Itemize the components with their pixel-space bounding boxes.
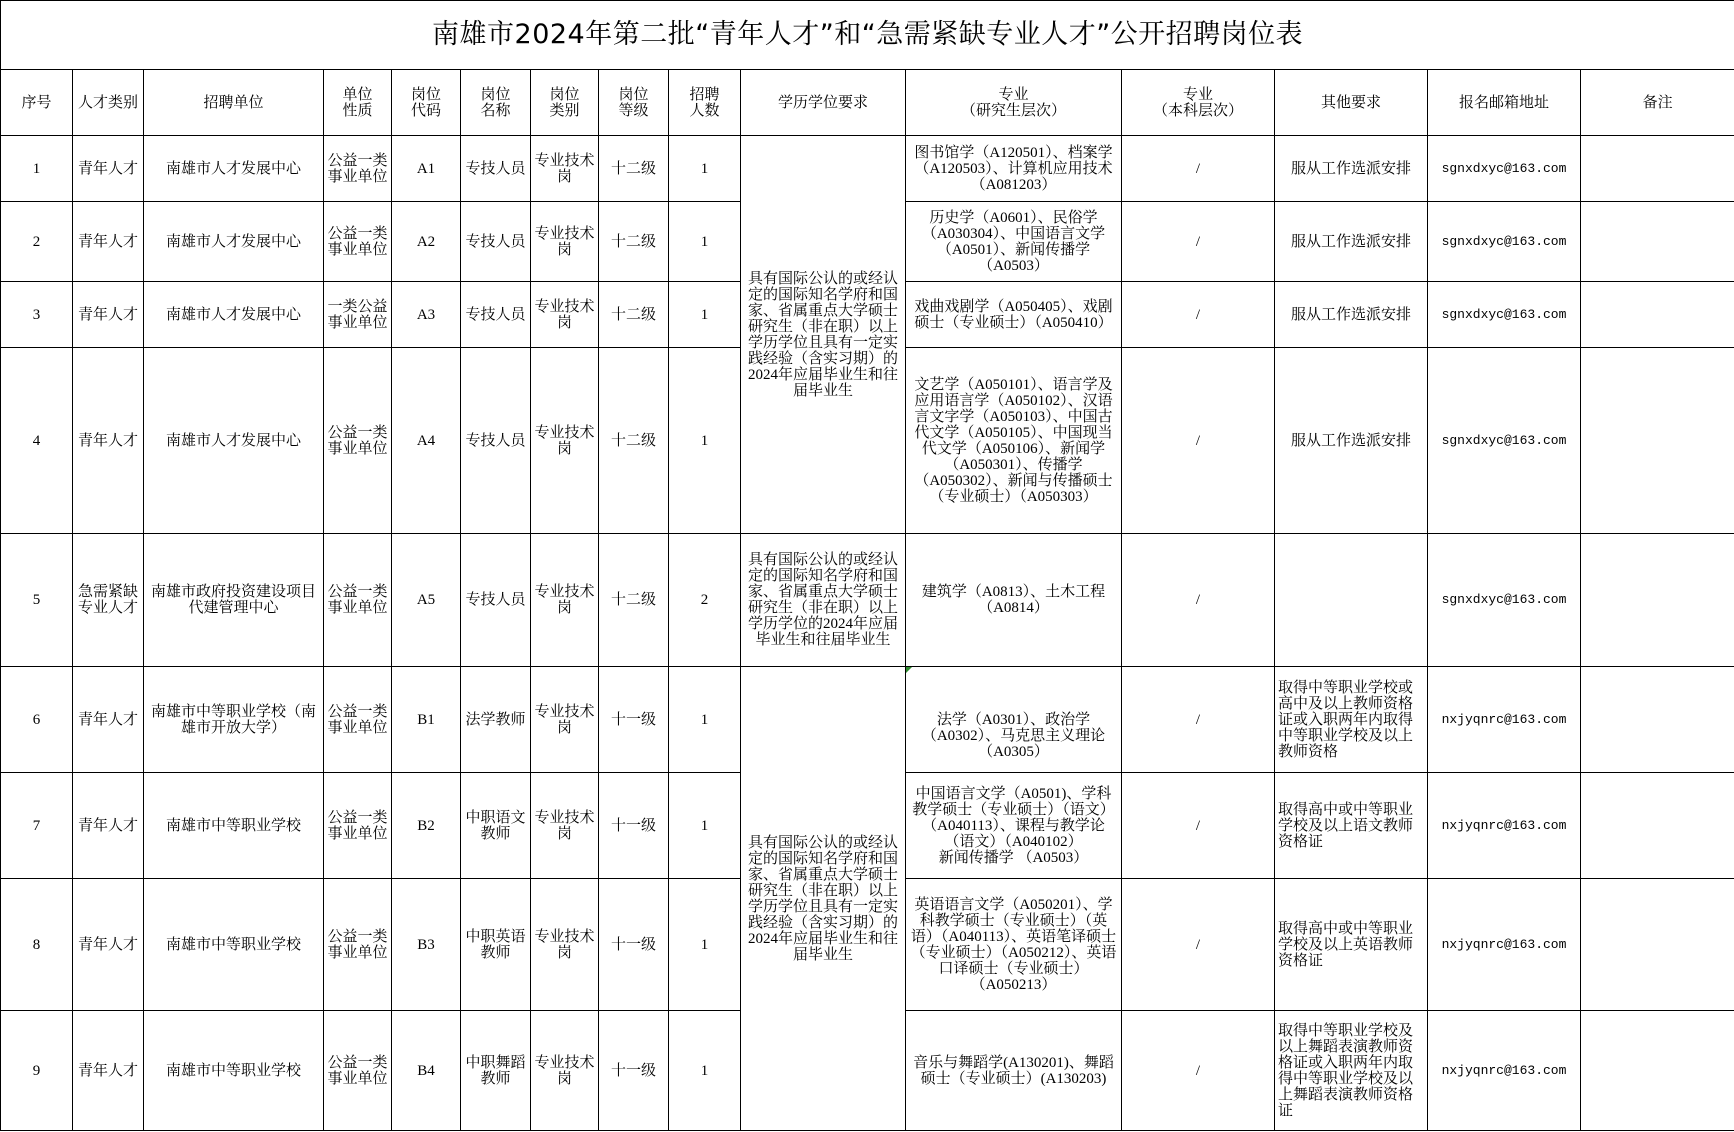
major-graduate: 中国语言文学（A0501)、学科教学硕士（专业硕士）（语文）（A040113）、课程与教学论（语文）（A040102） 新闻传播学 （A0503） bbox=[906, 773, 1122, 879]
post-name: 专技人员 bbox=[461, 282, 531, 348]
header-major-graduate: 专业 （研究生层次） bbox=[906, 70, 1122, 136]
major-graduate: 音乐与舞蹈学(A130201)、舞蹈硕士（专业硕士）(A130203) bbox=[906, 1011, 1122, 1131]
table-row bbox=[1, 534, 1734, 667]
row-number: 1 bbox=[1, 136, 73, 202]
post-level: 十二级 bbox=[599, 136, 669, 202]
hiring-count: 1 bbox=[669, 348, 741, 534]
post-name: 专技人员 bbox=[461, 348, 531, 534]
other-requirements: 服从工作选派安排 bbox=[1275, 202, 1428, 282]
post-level: 十一级 bbox=[599, 879, 669, 1011]
header-major-undergraduate: 专业 （本科层次） bbox=[1122, 70, 1275, 136]
other-requirements: 取得中等职业学校及以上舞蹈表演教师资格证或入职两年内取得中等职业学校及以上舞蹈表演教师资格证 bbox=[1275, 1011, 1428, 1131]
unit-type: 公益一类事业单位 bbox=[324, 667, 392, 773]
post-code: A2 bbox=[392, 202, 461, 282]
major-undergraduate: / bbox=[1122, 282, 1275, 348]
header-other-requirements: 其他要求 bbox=[1275, 70, 1428, 136]
hiring-count: 1 bbox=[669, 879, 741, 1011]
hiring-count: 1 bbox=[669, 136, 741, 202]
post-code: A3 bbox=[392, 282, 461, 348]
hiring-unit: 南雄市人才发展中心 bbox=[144, 202, 324, 282]
other-requirements bbox=[1275, 534, 1428, 667]
other-requirements: 取得高中或中等职业学校及以上英语教师资格证 bbox=[1275, 879, 1428, 1011]
hiring-count: 2 bbox=[669, 534, 741, 667]
application-email: sgnxdxyc@163.com bbox=[1428, 202, 1581, 282]
post-code: A4 bbox=[392, 348, 461, 534]
application-email: sgnxdxyc@163.com bbox=[1428, 136, 1581, 202]
row-number: 3 bbox=[1, 282, 73, 348]
post-code: A1 bbox=[392, 136, 461, 202]
post-level: 十二级 bbox=[599, 282, 669, 348]
remark-cell bbox=[1581, 282, 1734, 348]
post-level: 十一级 bbox=[599, 773, 669, 879]
hiring-count: 1 bbox=[669, 1011, 741, 1131]
header-unit-type: 单位 性质 bbox=[324, 70, 392, 136]
header-post-code: 岗位 代码 bbox=[392, 70, 461, 136]
post-level: 十二级 bbox=[599, 202, 669, 282]
unit-type: 公益一类事业单位 bbox=[324, 879, 392, 1011]
post-type: 专业技术岗 bbox=[531, 136, 599, 202]
post-code: B2 bbox=[392, 773, 461, 879]
education-requirement: 具有国际公认的或经认定的国际知名学府和国家、省属重点大学硕士研究生（非在职）以上学历学位且具有一定实践经验（含实习期）的2024年应届毕业生和往届毕业生 bbox=[741, 136, 906, 534]
other-requirements: 取得高中或中等职业学校及以上语文教师资格证 bbox=[1275, 773, 1428, 879]
major-undergraduate: / bbox=[1122, 773, 1275, 879]
major-graduate: 图书馆学（A120501）、档案学（A120503）、计算机应用技术（A081203） bbox=[906, 136, 1122, 202]
major-undergraduate: / bbox=[1122, 136, 1275, 202]
major-graduate: 历史学（A0601）、民俗学（A030304）、中国语言文学（A0501）、新闻传播学（A0503） bbox=[906, 202, 1122, 282]
unit-type: 公益一类事业单位 bbox=[324, 534, 392, 667]
hiring-unit: 南雄市人才发展中心 bbox=[144, 136, 324, 202]
post-name: 中职舞蹈教师 bbox=[461, 1011, 531, 1131]
talent-category: 青年人才 bbox=[73, 773, 144, 879]
table-row bbox=[1, 136, 1734, 202]
header-education: 学历学位要求 bbox=[741, 70, 906, 136]
post-level: 十一级 bbox=[599, 1011, 669, 1131]
talent-category: 青年人才 bbox=[73, 136, 144, 202]
major-graduate: 戏曲戏剧学（A050405）、戏剧硕士（专业硕士）（A050410） bbox=[906, 282, 1122, 348]
row-number: 6 bbox=[1, 667, 73, 773]
green-triangle-icon bbox=[906, 667, 912, 673]
header-row bbox=[1, 70, 1734, 136]
post-type: 专业技术岗 bbox=[531, 348, 599, 534]
post-type: 专业技术岗 bbox=[531, 1011, 599, 1131]
hiring-unit: 南雄市中等职业学校 bbox=[144, 879, 324, 1011]
post-name: 中职语文教师 bbox=[461, 773, 531, 879]
major-graduate: 文艺学（A050101）、语言学及应用语言学（A050102）、汉语言文字学（A050103）、中国古代文学（A050105）、中国现当代文学（A050106）、新闻学（A050301）、传播学（A050302）、新闻与传播硕士（专业硕士）（A050303） bbox=[906, 348, 1122, 534]
major-graduate: 英语语言文学（A050201）、学科教学硕士（专业硕士）（英语）（A040113）、英语笔译硕士（专业硕士）（A050212）、英语口译硕士（专业硕士）（A050213） bbox=[906, 879, 1122, 1011]
major-undergraduate: / bbox=[1122, 667, 1275, 773]
application-email: nxjyqnrc@163.com bbox=[1428, 1011, 1581, 1131]
header-post-level: 岗位 等级 bbox=[599, 70, 669, 136]
unit-type: 公益一类事业单位 bbox=[324, 348, 392, 534]
hiring-count: 1 bbox=[669, 773, 741, 879]
major-graduate: 法学（A0301）、政治学（A0302）、马克思主义理论（A0305） bbox=[921, 711, 1106, 760]
remark-cell bbox=[1581, 879, 1734, 1011]
other-requirements: 取得中等职业学校或高中及以上教师资格证或入职两年内取得中等职业学校及以上教师资格 bbox=[1275, 667, 1428, 773]
hiring-unit: 南雄市中等职业学校 bbox=[144, 773, 324, 879]
post-name: 法学教师 bbox=[461, 667, 531, 773]
header-category: 人才类别 bbox=[73, 70, 144, 136]
application-email: sgnxdxyc@163.com bbox=[1428, 534, 1581, 667]
hiring-unit: 南雄市人才发展中心 bbox=[144, 348, 324, 534]
row-number: 5 bbox=[1, 534, 73, 667]
major-graduate-cell bbox=[906, 667, 1122, 773]
post-type: 专业技术岗 bbox=[531, 879, 599, 1011]
row-number: 2 bbox=[1, 202, 73, 282]
post-code: B4 bbox=[392, 1011, 461, 1131]
hiring-unit: 南雄市中等职业学校 bbox=[144, 1011, 324, 1131]
application-email: sgnxdxyc@163.com bbox=[1428, 282, 1581, 348]
post-code: A5 bbox=[392, 534, 461, 667]
header-remark: 备注 bbox=[1581, 70, 1734, 136]
major-undergraduate: / bbox=[1122, 879, 1275, 1011]
talent-category: 青年人才 bbox=[73, 202, 144, 282]
education-requirement: 具有国际公认的或经认定的国际知名学府和国家、省属重点大学硕士研究生（非在职）以上学历学位且具有一定实践经验（含实习期）的2024年应届毕业生和往届毕业生 bbox=[741, 667, 906, 1131]
header-unit: 招聘单位 bbox=[144, 70, 324, 136]
major-undergraduate: / bbox=[1122, 1011, 1275, 1131]
post-level: 十二级 bbox=[599, 534, 669, 667]
hiring-unit: 南雄市中等职业学校（南雄市开放大学） bbox=[144, 667, 324, 773]
remark-cell bbox=[1581, 1011, 1734, 1131]
talent-category: 青年人才 bbox=[73, 667, 144, 773]
remark-cell bbox=[1581, 202, 1734, 282]
unit-type: 公益一类事业单位 bbox=[324, 1011, 392, 1131]
post-code: B3 bbox=[392, 879, 461, 1011]
post-level: 十二级 bbox=[599, 348, 669, 534]
talent-category: 青年人才 bbox=[73, 879, 144, 1011]
hiring-unit: 南雄市人才发展中心 bbox=[144, 282, 324, 348]
unit-type: 公益一类事业单位 bbox=[324, 773, 392, 879]
page-title: 南雄市2024年第二批“青年人才”和“急需紧缺专业人才”公开招聘岗位表 bbox=[1, 1, 1734, 70]
other-requirements: 服从工作选派安排 bbox=[1275, 282, 1428, 348]
major-undergraduate: / bbox=[1122, 534, 1275, 667]
application-email: nxjyqnrc@163.com bbox=[1428, 773, 1581, 879]
post-type: 专业技术岗 bbox=[531, 534, 599, 667]
row-number: 8 bbox=[1, 879, 73, 1011]
post-level: 十一级 bbox=[599, 667, 669, 773]
header-no: 序号 bbox=[1, 70, 73, 136]
hiring-count: 1 bbox=[669, 202, 741, 282]
header-email: 报名邮箱地址 bbox=[1428, 70, 1581, 136]
table-row bbox=[1, 667, 1734, 773]
title-row bbox=[1, 1, 1734, 70]
talent-category: 青年人才 bbox=[73, 348, 144, 534]
remark-cell bbox=[1581, 667, 1734, 773]
remark-cell bbox=[1581, 534, 1734, 667]
major-undergraduate: / bbox=[1122, 202, 1275, 282]
post-type: 专业技术岗 bbox=[531, 282, 599, 348]
major-undergraduate: / bbox=[1122, 348, 1275, 534]
post-name: 专技人员 bbox=[461, 136, 531, 202]
row-number: 4 bbox=[1, 348, 73, 534]
header-post-type: 岗位 类别 bbox=[531, 70, 599, 136]
hiring-count: 1 bbox=[669, 667, 741, 773]
remark-cell bbox=[1581, 773, 1734, 879]
header-count: 招聘 人数 bbox=[669, 70, 741, 136]
remark-cell bbox=[1581, 136, 1734, 202]
header-post-name: 岗位 名称 bbox=[461, 70, 531, 136]
post-type: 专业技术岗 bbox=[531, 773, 599, 879]
unit-type: 公益一类事业单位 bbox=[324, 136, 392, 202]
talent-category: 青年人才 bbox=[73, 282, 144, 348]
unit-type: 一类公益事业单位 bbox=[324, 282, 392, 348]
hiring-unit: 南雄市政府投资建设项目代建管理中心 bbox=[144, 534, 324, 667]
application-email: sgnxdxyc@163.com bbox=[1428, 348, 1581, 534]
post-type: 专业技术岗 bbox=[531, 202, 599, 282]
row-number: 7 bbox=[1, 773, 73, 879]
post-name: 中职英语教师 bbox=[461, 879, 531, 1011]
post-type: 专业技术岗 bbox=[531, 667, 599, 773]
other-requirements: 服从工作选派安排 bbox=[1275, 136, 1428, 202]
remark-cell bbox=[1581, 348, 1734, 534]
post-code: B1 bbox=[392, 667, 461, 773]
hiring-count: 1 bbox=[669, 282, 741, 348]
application-email: nxjyqnrc@163.com bbox=[1428, 879, 1581, 1011]
post-name: 专技人员 bbox=[461, 202, 531, 282]
education-requirement: 具有国际公认的或经认定的国际知名学府和国家、省属重点大学硕士研究生（非在职）以上学历学位的2024年应届毕业生和往届毕业生 bbox=[741, 534, 906, 667]
row-number: 9 bbox=[1, 1011, 73, 1131]
post-name: 专技人员 bbox=[461, 534, 531, 667]
other-requirements: 服从工作选派安排 bbox=[1275, 348, 1428, 534]
unit-type: 公益一类事业单位 bbox=[324, 202, 392, 282]
talent-category: 急需紧缺专业人才 bbox=[73, 534, 144, 667]
application-email: nxjyqnrc@163.com bbox=[1428, 667, 1581, 773]
major-graduate: 建筑学（A0813）、土木工程（A0814） bbox=[906, 534, 1122, 667]
talent-category: 青年人才 bbox=[73, 1011, 144, 1131]
